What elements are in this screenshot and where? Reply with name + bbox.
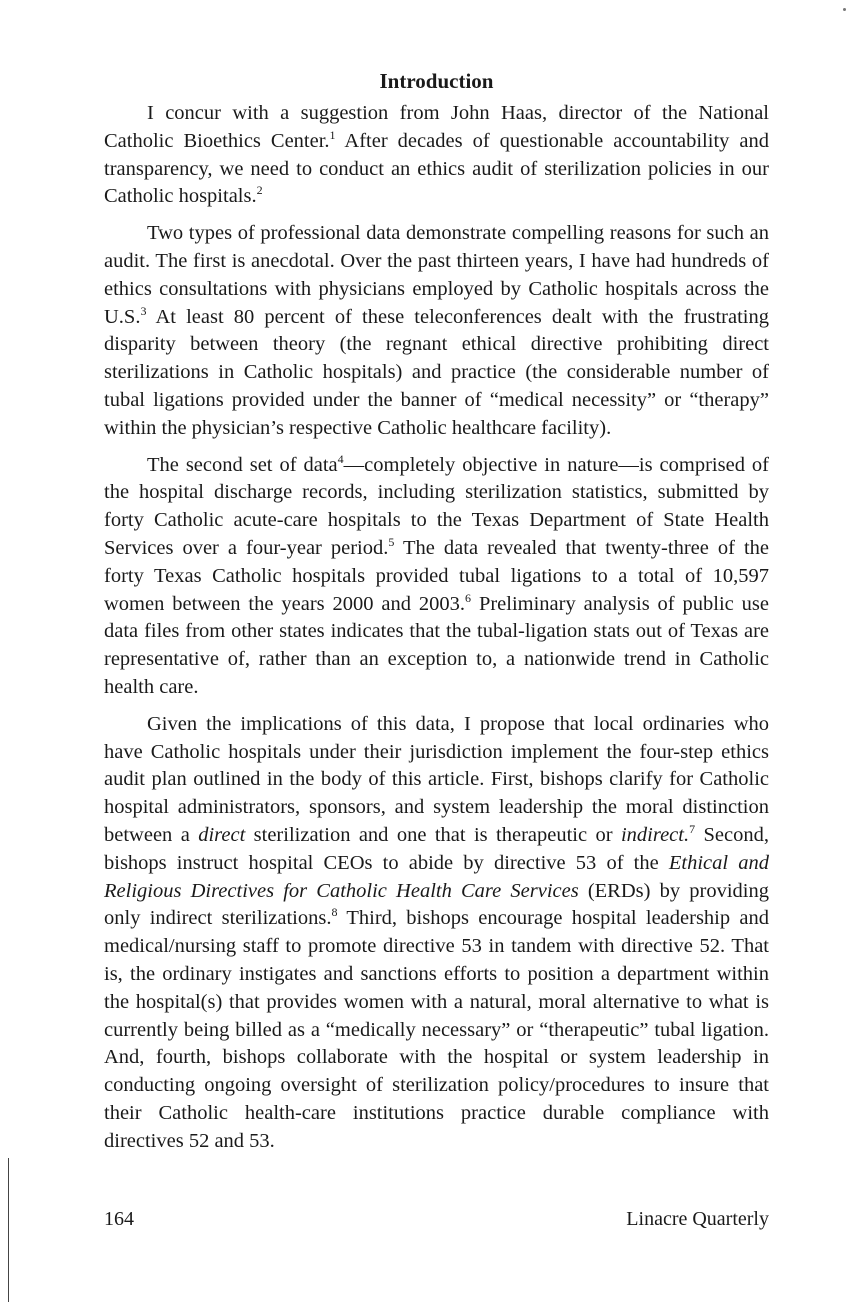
paragraph-3-text-1: The second set of data — [147, 453, 338, 476]
paragraph-4-emphasis-direct: direct — [198, 823, 246, 846]
section-heading: Introduction — [379, 69, 494, 93]
scan-edge-line — [8, 1158, 9, 1302]
paragraph-4 — [104, 711, 769, 1156]
paragraph-4-text-2: sterilization and one that is therapeutic or — [245, 823, 621, 846]
paragraph-4-text-1: Given the implications of this data, I propose that local ordinaries who have Catholic hospitals under their jurisdiction implement the four-step ethics audit plan outlined in the body of this article. First, bishops clarify for Catholic hospital administrators, sponsors, and system leadership the moral distinction between a — [104, 712, 769, 846]
paragraph-3-text-4: Preliminary analysis of public use data files from other states indicates that the tubal-ligation stats out of Texas are representative of, rather than an exception to, a nationwide trend in Catholic health care. — [104, 592, 769, 698]
footnote-ref-3: 3 — [140, 303, 147, 318]
journal-name: Linacre Quarterly — [626, 1208, 769, 1230]
footnote-ref-8: 8 — [331, 905, 338, 920]
footnote-ref-2: 2 — [256, 183, 263, 198]
paragraph-3-text-3: The data revealed that twenty-three of the forty Texas Catholic hospitals provided tubal ligations to a total of 10,597 women between the years 2000 and 2003. — [104, 536, 769, 615]
paragraph-2 — [104, 220, 769, 442]
footnote-ref-7: 7 — [689, 822, 696, 837]
paragraph-3-text-2: —completely objective in nature—is comprised of the hospital discharge records, including sterilization statistics, submitted by forty Catholic acute-care hospitals to the Texas Department of State Health Services over a four-year period. — [104, 453, 769, 559]
paragraph-4-emphasis-indirect: indirect. — [620, 823, 690, 846]
paragraph-4-text-5: Third, bishops encourage hospital leadership and medical/nursing staff to promote directive 53 in tandem with directive 52. That is, the ordinary instigates and sanctions efforts to position a department within the hospital(s) that provides women with a natural, moral alternative to what is currently being billed as a “medically necessary” or “therapeutic” tubal ligation. And, fourth, bishops collaborate with the hospital or system leadership in conducting ongoing oversight of sterilization policy/procedures to insure that their Catholic health-care institutions practice durable compliance with directives 52 and 53. — [104, 907, 769, 1152]
paragraph-4-text-4: (ERDs) by providing only indirect sterilizations. — [104, 879, 769, 930]
paragraph-3 — [104, 452, 769, 702]
paragraph-2-text-1: Two types of professional data demonstrate compelling reasons for such an audit. The first is anecdotal. Over the past thirteen years, I have had hundreds of ethics consultations with physicians employed by Catholic hospitals across the U.S. — [104, 222, 769, 328]
footnote-ref-6: 6 — [465, 590, 472, 605]
page-number: 164 — [104, 1208, 134, 1230]
paragraph-4-emphasis-erd-title: Ethical and Religious Directives for Catholic Health Care Services — [104, 851, 770, 902]
footnote-ref-5: 5 — [388, 535, 395, 550]
page-footer — [104, 1204, 769, 1234]
paragraph-4-text-3: Second, bishops instruct hospital CEOs to abide by directive 53 of the — [104, 823, 769, 874]
page-body — [104, 66, 769, 1164]
paragraph-2-text-2: At least 80 percent of these teleconferences dealt with the frustrating disparity between theory (the regnant ethical directive prohibiting direct sterilizations in Catholic hospitals) and practice (the considerable number of tubal ligations provided under the banner of “medical necessity” or “therapy” within the physician’s respective Catholic healthcare facility). — [104, 305, 769, 439]
scan-speck — [843, 8, 846, 11]
footnote-ref-4: 4 — [337, 451, 344, 466]
paragraph-1-text-2: After decades of questionable accountability and transparency, we need to conduct an ethics audit of sterilization policies in our Catholic hospitals. — [104, 129, 769, 208]
paragraph-1 — [104, 100, 769, 211]
paragraph-1-text-1: I concur with a suggestion from John Haas, director of the National Catholic Bioethics Center. — [104, 102, 769, 152]
footnote-ref-1: 1 — [329, 127, 336, 142]
